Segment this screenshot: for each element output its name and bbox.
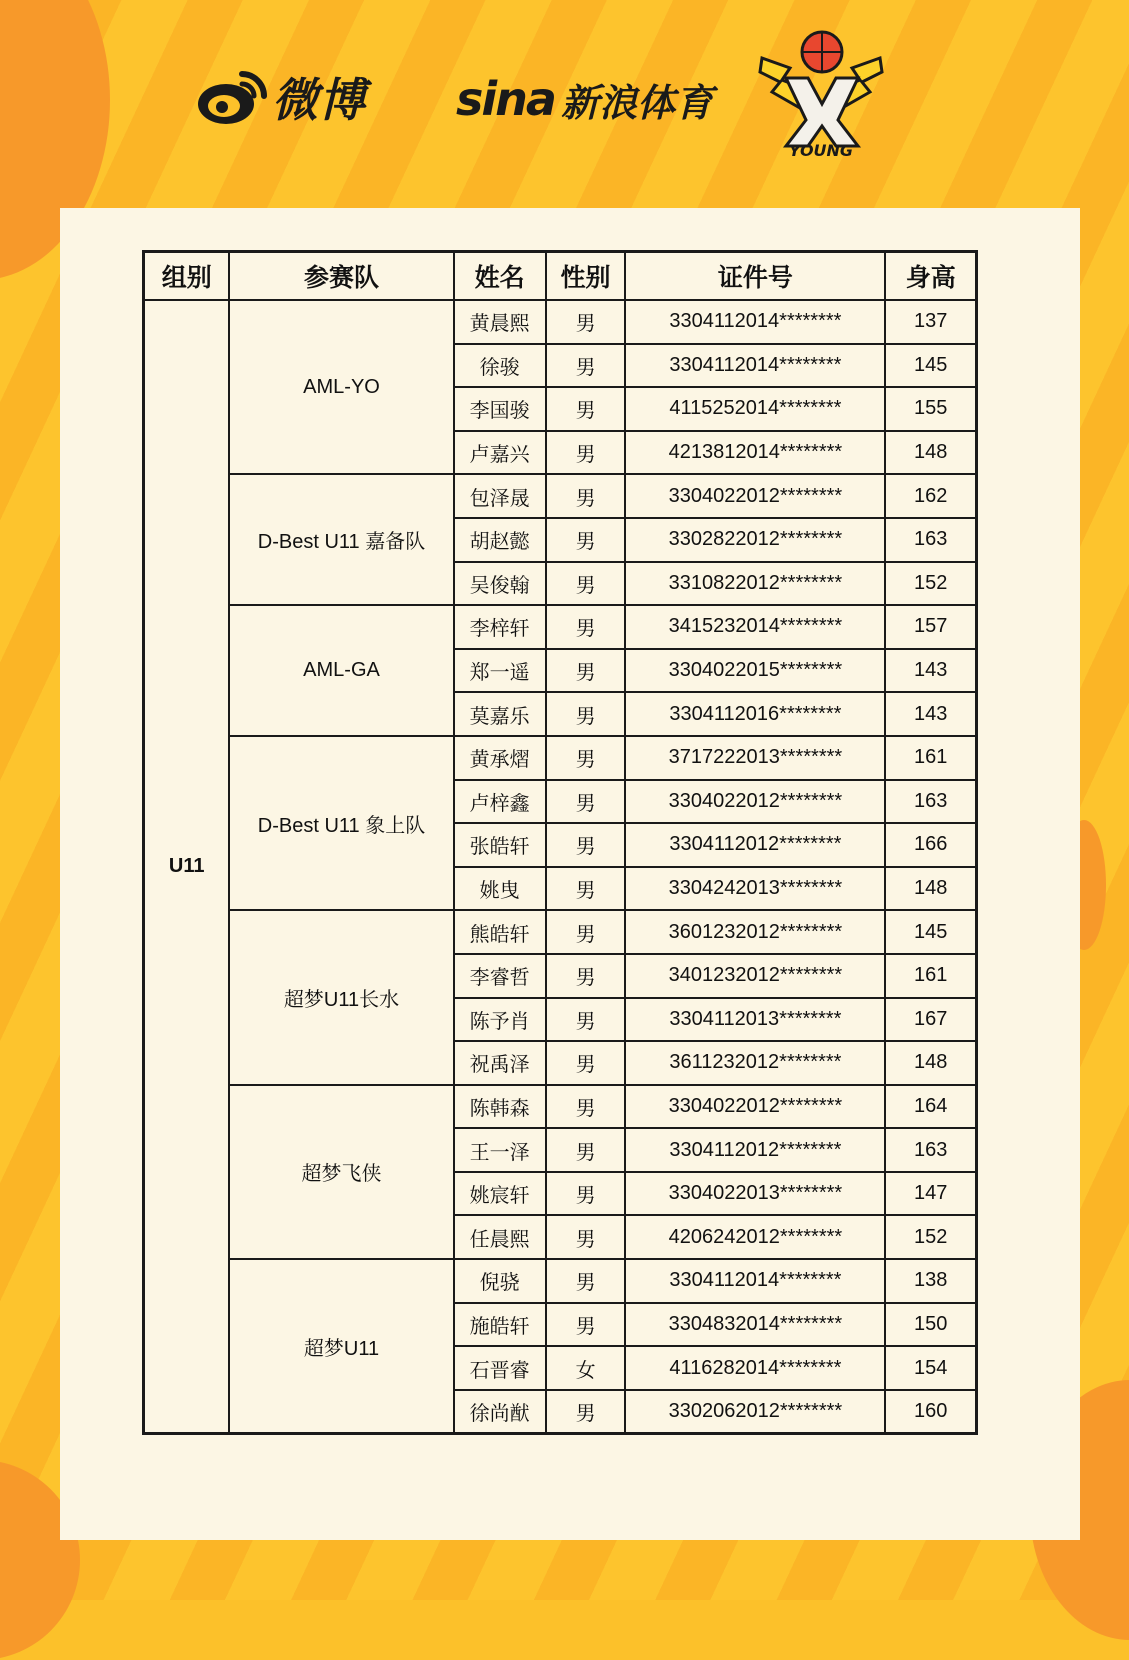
player-name-cell: 张皓轩: [454, 823, 546, 867]
player-id-cell: 3302062012********: [625, 1390, 885, 1434]
team-cell: D-Best U11 嘉备队: [229, 474, 453, 605]
team-cell: 超梦飞侠: [229, 1085, 453, 1259]
column-header-team: 参赛队: [229, 252, 453, 301]
player-height-cell: 150: [885, 1303, 976, 1347]
player-gender-cell: 男: [546, 1390, 626, 1434]
player-name-cell: 王一泽: [454, 1128, 546, 1172]
player-name-cell: 胡赵懿: [454, 518, 546, 562]
player-name-cell: 熊皓轩: [454, 910, 546, 954]
player-name-cell: 李国骏: [454, 387, 546, 431]
weibo-logo: [196, 62, 366, 132]
player-name-cell: 姚曳: [454, 867, 546, 911]
player-id-cell: 4213812014********: [625, 431, 885, 475]
player-height-cell: 138: [885, 1259, 976, 1303]
table-row: [144, 474, 977, 518]
player-id-cell: 3304112016********: [625, 692, 885, 736]
column-header-name: 姓名: [454, 252, 546, 301]
player-name-cell: 黄晨熙: [454, 300, 546, 344]
player-name-cell: 施皓轩: [454, 1303, 546, 1347]
table-header-row: [144, 252, 977, 301]
player-name-cell: 吴俊翰: [454, 562, 546, 606]
player-id-cell: 3611232012********: [625, 1041, 885, 1085]
player-gender-cell: 男: [546, 431, 626, 475]
player-height-cell: 143: [885, 649, 976, 693]
player-id-cell: 3310822012********: [625, 562, 885, 606]
player-name-cell: 徐骏: [454, 344, 546, 388]
player-gender-cell: 男: [546, 1085, 626, 1129]
team-cell: AML-YO: [229, 300, 453, 474]
player-id-cell: 4116282014********: [625, 1346, 885, 1390]
column-header-height: 身高: [885, 252, 976, 301]
table-row: [144, 1259, 977, 1303]
player-name-cell: 包泽晟: [454, 474, 546, 518]
column-header-group: 组别: [144, 252, 230, 301]
player-id-cell: 4206242012********: [625, 1215, 885, 1259]
player-id-cell: 3304022015********: [625, 649, 885, 693]
table-row: [144, 736, 977, 780]
weibo-eye-icon: [196, 66, 268, 128]
sina-sports-logo: [456, 66, 713, 132]
header: [0, 0, 1129, 200]
player-gender-cell: 男: [546, 387, 626, 431]
player-gender-cell: 男: [546, 562, 626, 606]
player-height-cell: 163: [885, 1128, 976, 1172]
player-id-cell: 4115252014********: [625, 387, 885, 431]
player-height-cell: 167: [885, 998, 976, 1042]
player-gender-cell: 男: [546, 1259, 626, 1303]
player-height-cell: 160: [885, 1390, 976, 1434]
player-gender-cell: 男: [546, 605, 626, 649]
player-height-cell: 152: [885, 562, 976, 606]
player-height-cell: 163: [885, 780, 976, 824]
player-height-cell: 145: [885, 344, 976, 388]
player-gender-cell: 男: [546, 910, 626, 954]
player-id-cell: 3304112012********: [625, 823, 885, 867]
player-name-cell: 任晨熙: [454, 1215, 546, 1259]
player-name-cell: 黄承熠: [454, 736, 546, 780]
player-height-cell: 162: [885, 474, 976, 518]
player-gender-cell: 男: [546, 998, 626, 1042]
player-id-cell: 3304112013********: [625, 998, 885, 1042]
player-gender-cell: 男: [546, 867, 626, 911]
player-name-cell: 陈予肖: [454, 998, 546, 1042]
player-id-cell: 3304112014********: [625, 1259, 885, 1303]
player-name-cell: 祝禹泽: [454, 1041, 546, 1085]
roster-table: [142, 250, 978, 1435]
player-id-cell: 3302822012********: [625, 518, 885, 562]
player-gender-cell: 男: [546, 692, 626, 736]
player-id-cell: 3304022013********: [625, 1172, 885, 1216]
player-name-cell: 李梓轩: [454, 605, 546, 649]
young-logo: [756, 28, 886, 164]
table-row: [144, 605, 977, 649]
player-id-cell: 3401232012********: [625, 954, 885, 998]
player-id-cell: 3304112014********: [625, 300, 885, 344]
column-header-gender: 性别: [546, 252, 626, 301]
player-height-cell: 147: [885, 1172, 976, 1216]
sina-sports-text: 新浪体育: [560, 80, 713, 125]
player-gender-cell: 女: [546, 1346, 626, 1390]
player-height-cell: 154: [885, 1346, 976, 1390]
young-text: YOUNG: [788, 141, 854, 160]
player-id-cell: 3304022012********: [625, 474, 885, 518]
table-row: [144, 300, 977, 344]
player-name-cell: 徐尚猷: [454, 1390, 546, 1434]
player-height-cell: 148: [885, 431, 976, 475]
player-name-cell: 李睿哲: [454, 954, 546, 998]
player-gender-cell: 男: [546, 300, 626, 344]
player-id-cell: 3304022012********: [625, 1085, 885, 1129]
team-cell: 超梦U11长水: [229, 910, 453, 1084]
team-cell: AML-GA: [229, 605, 453, 736]
player-height-cell: 163: [885, 518, 976, 562]
player-height-cell: 166: [885, 823, 976, 867]
team-cell: 超梦U11: [229, 1259, 453, 1434]
player-height-cell: 161: [885, 736, 976, 780]
player-name-cell: 石晋睿: [454, 1346, 546, 1390]
player-id-cell: 3304022012********: [625, 780, 885, 824]
player-id-cell: 3304242013********: [625, 867, 885, 911]
player-id-cell: 3304112014********: [625, 344, 885, 388]
player-gender-cell: 男: [546, 1041, 626, 1085]
player-name-cell: 陈韩森: [454, 1085, 546, 1129]
player-name-cell: 郑一遥: [454, 649, 546, 693]
player-gender-cell: 男: [546, 736, 626, 780]
player-name-cell: 卢嘉兴: [454, 431, 546, 475]
player-height-cell: 148: [885, 1041, 976, 1085]
player-height-cell: 148: [885, 867, 976, 911]
player-id-cell: 3304112012********: [625, 1128, 885, 1172]
player-height-cell: 152: [885, 1215, 976, 1259]
roster-body: [144, 300, 977, 1434]
player-name-cell: 姚宸轩: [454, 1172, 546, 1216]
player-height-cell: 155: [885, 387, 976, 431]
player-gender-cell: 男: [546, 823, 626, 867]
player-gender-cell: 男: [546, 780, 626, 824]
sina-word: sina: [456, 72, 555, 126]
player-gender-cell: 男: [546, 1172, 626, 1216]
player-gender-cell: 男: [546, 954, 626, 998]
player-height-cell: 164: [885, 1085, 976, 1129]
team-cell: D-Best U11 象上队: [229, 736, 453, 910]
player-name-cell: 倪骁: [454, 1259, 546, 1303]
player-gender-cell: 男: [546, 344, 626, 388]
table-row: [144, 910, 977, 954]
weibo-text: 微博: [272, 73, 366, 127]
player-id-cell: 3415232014********: [625, 605, 885, 649]
player-name-cell: 卢梓鑫: [454, 780, 546, 824]
player-height-cell: 143: [885, 692, 976, 736]
player-height-cell: 137: [885, 300, 976, 344]
column-header-id: 证件号: [625, 252, 885, 301]
player-id-cell: 3601232012********: [625, 910, 885, 954]
player-gender-cell: 男: [546, 1215, 626, 1259]
group-cell: U11: [144, 300, 230, 1434]
player-gender-cell: 男: [546, 474, 626, 518]
player-height-cell: 157: [885, 605, 976, 649]
player-name-cell: 莫嘉乐: [454, 692, 546, 736]
player-height-cell: 161: [885, 954, 976, 998]
player-gender-cell: 男: [546, 1303, 626, 1347]
player-height-cell: 145: [885, 910, 976, 954]
player-gender-cell: 男: [546, 1128, 626, 1172]
player-gender-cell: 男: [546, 518, 626, 562]
table-row: [144, 1085, 977, 1129]
player-id-cell: 3717222013********: [625, 736, 885, 780]
player-gender-cell: 男: [546, 649, 626, 693]
player-id-cell: 3304832014********: [625, 1303, 885, 1347]
